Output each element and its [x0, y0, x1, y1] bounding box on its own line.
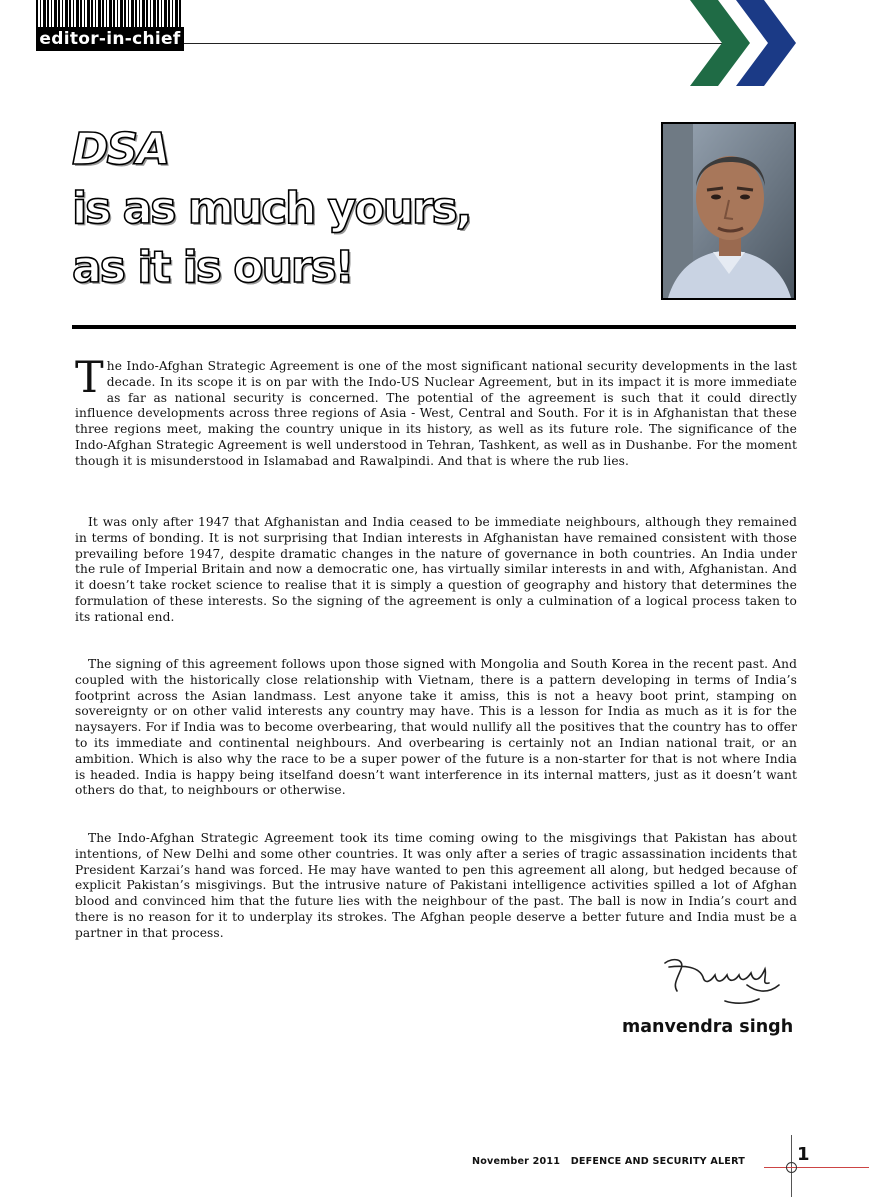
headline-line-2: is as much yours,: [72, 183, 471, 234]
author-name: manvendra singh: [622, 1017, 794, 1037]
drop-cap: T: [75, 353, 104, 403]
header-divider: [184, 43, 724, 44]
crop-mark-circle: [786, 1162, 797, 1173]
crop-mark-horizontal: [764, 1167, 869, 1168]
paragraph-1-text: he Indo-Afghan Strategic Agreement is one of the most significant national security developments in the last decade. In its scope it is on par with the Indo-US Nuclear Agreement, but in its impact it is more immediate as far as national security is concerned. The potential of the agreement is such that it could directly influence developments across three regions of Asia - West, Central and South. For it is in Afghanistan that these three regions meet, making the country unique in its history, as well as its future role. The significance of the Indo-Afghan Strategic Agreement is well understood in Tehran, Tashkent, as well as in Dushanbe. For the moment though it is misunderstood in Islamabad and Rawalpindi. And that is where the rub lies.: [75, 359, 797, 468]
handwritten-signature: [655, 955, 785, 1017]
title-divider: [72, 325, 796, 329]
headline-line-3: as it is ours!: [72, 242, 353, 293]
section-tag: editor-in-chief: [36, 27, 184, 51]
paragraph-3: The signing of this agreement follows upon those signed with Mongolia and South Korea in the recent past. And coupled with the historically close relationship with Vietnam, there is a pattern developing in terms of India’s footprint across the Asian landmass. Lest anyone take it amiss, this is not a heavy boot print, stamping on sovereignty or on other valid interests any country may have. This is a lesson for India as much as it is for the naysayers. For if India was to become overbearing, that would nullify all the positives that the country has to offer to its immediate and continental neighbours. And overbearing is certainly not an Indian national trait, or an ambition. Which is also why the race to be a super power of the future is a non-starter for that is not where India is headed. India is happy being itselfand doesn’t want interference in its internal matters, just as it doesn’t want others do that, to neighbours or otherwise.: [75, 657, 797, 798]
chevron-arrows-icon: [690, 0, 800, 86]
green-chevron: [690, 0, 750, 86]
headline: [72, 120, 632, 297]
paragraph-4: The Indo-Afghan Strategic Agreement took its time coming owing to the misgivings that Pakistan has about intentions, of New Delhi and some other countries. It was only after a series of tragic assassination incidents that President Karzai’s hand was forced. He may have wanted to pen this agreement all along, but hedged because of explicit Pakistan’s misgivings. But the intrusive nature of Pakistani intelligence activities spilled a lot of Afghan blood and convinced him that the future lies with the neighbour of the past. The ball is now in India’s court and there is no reason for it to underplay its strokes. The Afghan people deserve a better future and India must be a partner in that process.: [75, 831, 797, 940]
paragraph-2: It was only after 1947 that Afghanistan and India ceased to be immediate neighbours, although they remained in terms of bonding. It is not surprising that Indian interests in Afghanistan have remained consistent with those prevailing before 1947, despite dramatic changes in the nature of governance in both countries. An India under the rule of Imperial Britain and now a democratic one, has virtually similar interests in and with, Afghanistan. And it doesn’t take rocket science to realise that it is simply a question of geography and history that determines the formulation of these interests. So the signing of the agreement is only a culmination of a logical process taken to its rational end.: [75, 515, 797, 624]
paragraph-1: [75, 353, 797, 470]
portrait-icon: [663, 124, 794, 298]
footer-issue: November 2011 DEFENCE AND SECURITY ALERT: [472, 1156, 745, 1167]
editor-photo: [661, 122, 796, 300]
headline-line-1: DSA: [72, 124, 169, 175]
barcode-graphic: [36, 0, 182, 28]
page-number: 1: [797, 1144, 810, 1165]
